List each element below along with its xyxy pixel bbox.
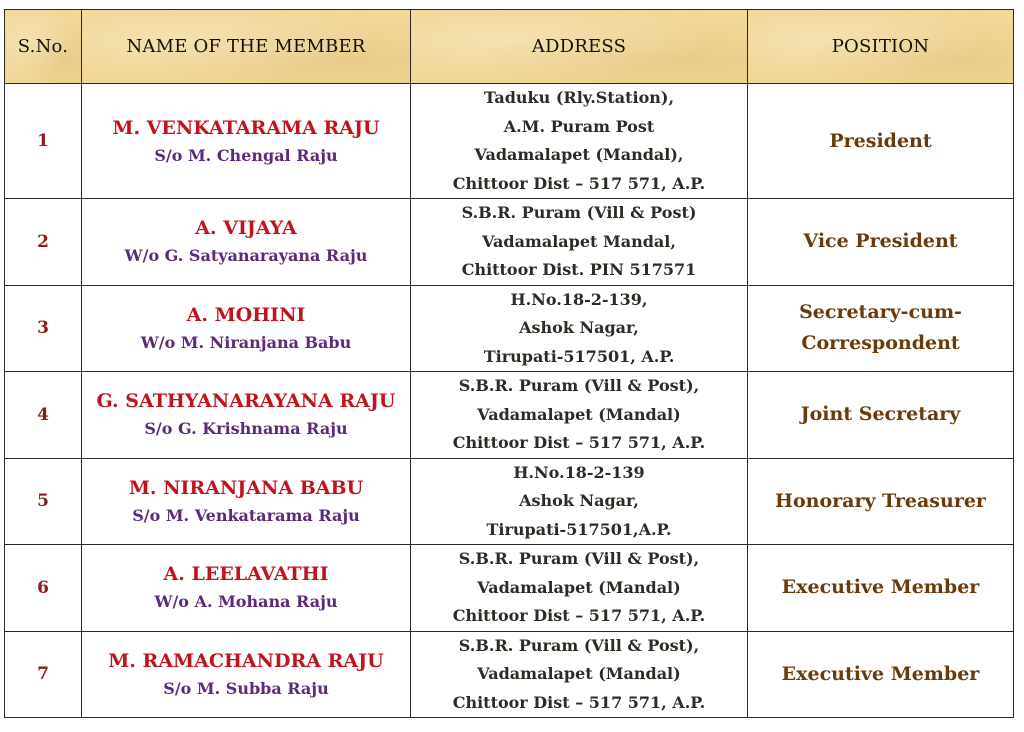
address-cell bbox=[411, 84, 748, 199]
address-line: Taduku (Rly.Station), bbox=[483, 88, 675, 107]
serial-number: 5 bbox=[5, 458, 82, 545]
position-cell bbox=[748, 285, 1014, 372]
address-line: Chittoor Dist – 517 571, A.P. bbox=[452, 606, 706, 625]
serial-number: 3 bbox=[5, 285, 82, 372]
table-row bbox=[5, 458, 1014, 545]
position-title: Executive Member bbox=[781, 662, 980, 685]
member-relation: S/o M. Subba Raju bbox=[163, 678, 329, 698]
address-line: Chittoor Dist. PIN 517571 bbox=[461, 260, 697, 279]
address-line: S.B.R. Puram (Vill & Post) bbox=[461, 203, 697, 222]
table-body bbox=[5, 84, 1014, 718]
address-cell bbox=[411, 199, 748, 286]
address-line: S.B.R. Puram (Vill & Post), bbox=[458, 635, 700, 655]
position-title: Vice President bbox=[803, 230, 958, 253]
address-line: Chittoor Dist – 517 571, A.P. bbox=[452, 692, 706, 712]
header-name: NAME OF THE MEMBER bbox=[82, 10, 411, 84]
address-line: Vadamalapet Mandal, bbox=[482, 231, 676, 251]
position-title: Executive Member bbox=[781, 576, 980, 599]
address-line: A.M. Puram Post bbox=[503, 116, 655, 136]
serial-number: 6 bbox=[5, 545, 82, 632]
position-title: Joint Secretary bbox=[800, 403, 961, 426]
serial-number: 7 bbox=[5, 631, 82, 718]
position-title: Secretary-cum- bbox=[799, 301, 962, 324]
address-line: S.B.R. Puram (Vill & Post), bbox=[458, 376, 700, 395]
member-name: M. NIRANJANA BABU bbox=[128, 476, 364, 499]
table-row bbox=[5, 84, 1014, 199]
address-line: Chittoor Dist – 517 571, A.P. bbox=[452, 173, 706, 193]
table-row bbox=[5, 199, 1014, 286]
member-name: G. SATHYANARAYANA RAJU bbox=[96, 390, 396, 413]
table-row bbox=[5, 545, 1014, 632]
address-cell bbox=[411, 285, 748, 372]
position-cell bbox=[748, 545, 1014, 632]
members-table bbox=[4, 9, 1014, 718]
address-line: S.B.R. Puram (Vill & Post), bbox=[458, 549, 700, 568]
address-line: Vadamalapet (Mandal) bbox=[477, 404, 681, 424]
member-relation: W/o A. Mohana Raju bbox=[154, 592, 338, 612]
member-name: A. LEELAVATHI bbox=[163, 563, 329, 586]
address-cell bbox=[411, 631, 748, 718]
address-cell bbox=[411, 372, 748, 459]
member-relation: S/o G. Krishnama Raju bbox=[144, 419, 348, 439]
position-cell bbox=[748, 372, 1014, 459]
serial-number: 4 bbox=[5, 372, 82, 459]
member-relation: S/o M. Venkatarama Raju bbox=[132, 505, 360, 525]
position-cell bbox=[748, 458, 1014, 545]
member-name: A. MOHINI bbox=[186, 303, 306, 326]
address-line: Ashok Nagar, bbox=[519, 318, 639, 337]
position-cell bbox=[748, 199, 1014, 286]
member-cell bbox=[82, 372, 411, 459]
position-title: President bbox=[829, 129, 932, 152]
header-sno: S.No. bbox=[5, 10, 82, 84]
member-relation: W/o G. Satyanarayana Raju bbox=[124, 246, 368, 266]
address-line: Tirupati-517501,A.P. bbox=[486, 519, 672, 539]
table-row bbox=[5, 372, 1014, 459]
serial-number: 1 bbox=[5, 84, 82, 199]
member-cell bbox=[82, 545, 411, 632]
position-title: Honorary Treasurer bbox=[775, 489, 986, 512]
member-cell bbox=[82, 285, 411, 372]
position-cell bbox=[748, 631, 1014, 718]
serial-number: 2 bbox=[5, 199, 82, 286]
member-cell bbox=[82, 458, 411, 545]
address-line: Vadamalapet (Mandal), bbox=[474, 145, 684, 164]
address-line: Vadamalapet (Mandal) bbox=[477, 664, 681, 683]
address-line: Chittoor Dist – 517 571, A.P. bbox=[452, 433, 706, 452]
address-line: Tirupati-517501, A.P. bbox=[483, 346, 675, 366]
address-cell bbox=[411, 545, 748, 632]
address-cell bbox=[411, 458, 748, 545]
member-cell bbox=[82, 84, 411, 199]
member-name: M. RAMACHANDRA RAJU bbox=[108, 649, 384, 672]
header-position: POSITION bbox=[748, 10, 1014, 84]
member-cell bbox=[82, 199, 411, 286]
member-name: A. VIJAYA bbox=[195, 217, 297, 240]
address-line: H.No.18-2-139 bbox=[513, 462, 645, 482]
address-line: Ashok Nagar, bbox=[519, 491, 639, 510]
header-row bbox=[5, 10, 1014, 84]
member-cell bbox=[82, 631, 411, 718]
table-header bbox=[5, 10, 1014, 84]
table-row bbox=[5, 285, 1014, 372]
member-name: M. VENKATARAMA RAJU bbox=[112, 116, 380, 139]
address-line: Vadamalapet (Mandal) bbox=[477, 577, 681, 597]
member-relation: S/o M. Chengal Raju bbox=[154, 145, 338, 165]
address-line: H.No.18-2-139, bbox=[510, 289, 648, 309]
table-row bbox=[5, 631, 1014, 718]
member-relation: W/o M. Niranjana Babu bbox=[140, 332, 352, 352]
position-title: Correspondent bbox=[801, 332, 960, 355]
header-address: ADDRESS bbox=[411, 10, 748, 84]
position-cell bbox=[748, 84, 1014, 199]
